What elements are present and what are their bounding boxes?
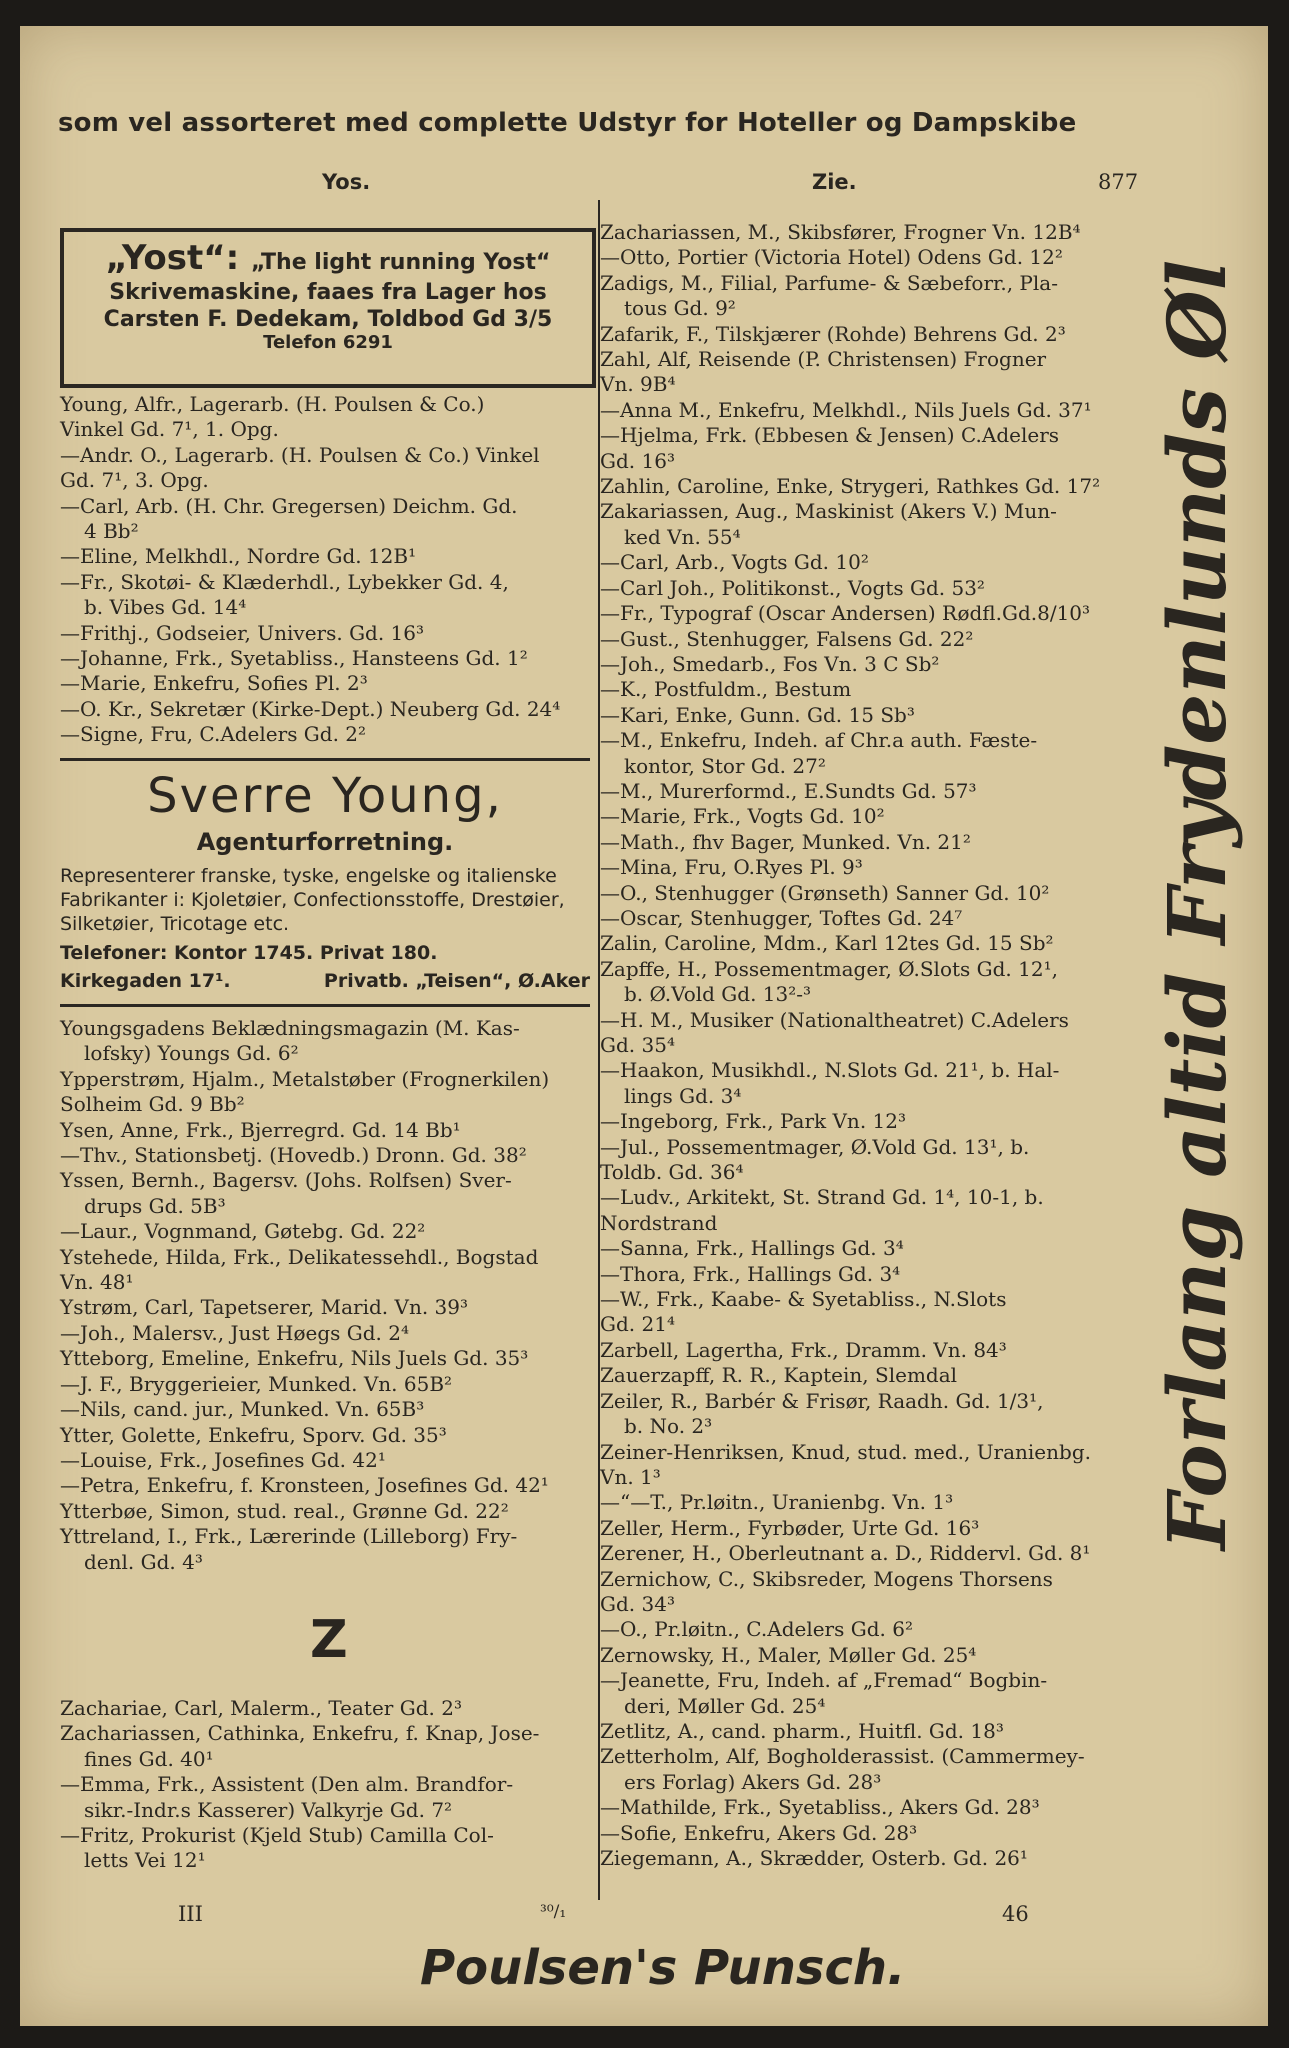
- directory-entry-line: —W., Frk., Kaabe- & Syetabliss., N.Slots: [600, 1287, 1007, 1312]
- directory-entry-line: Zeiner-Henriksen, Knud, stud. med., Uranienbg.: [600, 1439, 1091, 1464]
- directory-entry-line: Zerener, H., Oberleutnant a. D., Riddervl. Gd. 8¹: [600, 1541, 1091, 1566]
- page-number: 877: [1098, 170, 1139, 194]
- directory-entry-line: Ystrøm, Carl, Tapetserer, Marid. Vn. 39³: [60, 1295, 469, 1320]
- directory-entry-line: Zahl, Alf, Reisende (P. Christensen) Frogner: [600, 347, 1047, 372]
- directory-entry-line: Ytter, Golette, Enkefru, Sporv. Gd. 35³: [60, 1422, 447, 1447]
- sverre-ad-address: Kirkegaden 17¹.: [60, 970, 231, 992]
- directory-entry-line: Ystehede, Hilda, Frk., Delikatessehdl., Bogstad: [60, 1244, 539, 1269]
- directory-entry-line: kontor, Stor Gd. 27²: [624, 753, 826, 778]
- directory-entry-line: —Thora, Frk., Hallings Gd. 3⁴: [600, 1261, 901, 1286]
- directory-entry-line: Gd. 34³: [600, 1591, 675, 1616]
- footer-right: 46: [1002, 1902, 1029, 1926]
- directory-entry-line: Young, Alfr., Lagerarb. (H. Poulsen & Co.): [60, 392, 485, 416]
- directory-entry-line: —Hjelma, Frk. (Ebbesen & Jensen) C.Adelers: [600, 423, 1060, 448]
- footer-center: ³⁰/₁: [540, 1902, 567, 1922]
- directory-entry-line: Ypperstrøm, Hjalm., Metalstøber (Frognerkilen): [60, 1066, 550, 1091]
- directory-entry-line: Vinkel Gd. 7¹, 1. Opg.: [60, 417, 279, 442]
- bottom-ad-poulsens-punsch: Poulsen's Punsch.: [420, 1940, 906, 1996]
- directory-entry-line: —Sanna, Frk., Hallings Gd. 3⁴: [600, 1236, 904, 1261]
- sverre-young-ad: [60, 768, 590, 992]
- directory-entry-line: tous Gd. 9²: [624, 296, 736, 321]
- directory-entry-line: —Carl Joh., Politikonst., Vogts Gd. 53²: [600, 575, 985, 600]
- rule-below-sverre-ad: [60, 1004, 590, 1007]
- directory-entry-line: ked Vn. 55⁴: [624, 524, 741, 549]
- directory-entry-line: ers Forlag) Akers Gd. 28³: [624, 1769, 882, 1794]
- directory-entry-line: Zadigs, M., Filial, Parfume- & Sæbeforr., Pla-: [600, 270, 1058, 295]
- directory-entry-line: —K., Postfuldm., Bestum: [600, 677, 852, 702]
- directory-entry-line: Solheim Gd. 9 Bb²: [60, 1092, 245, 1117]
- directory-entry-line: Zafarik, F., Tilskjærer (Rohde) Behrens Gd. 2³: [600, 321, 1066, 346]
- yost-ad-phone: Telefon 6291: [263, 332, 393, 353]
- directory-entry-line: —Eline, Melkhdl., Nordre Gd. 12B¹: [60, 544, 417, 569]
- directory-entry-line: Vn. 48¹: [60, 1270, 134, 1295]
- sverre-ad-title: Sverre Young,: [147, 768, 503, 824]
- directory-entry-line: —Ludv., Arkitekt, St. Strand Gd. 1⁴, 10-1, b.: [600, 1185, 1044, 1210]
- directory-entry-line: —Emma, Frk., Assistent (Den alm. Brandfor-: [60, 1772, 514, 1797]
- directory-entry-line: —Nils, cand. jur., Munked. Vn. 65B³: [60, 1397, 425, 1422]
- header-center-keyword: Zie.: [812, 170, 857, 194]
- directory-entry-line: Zarbell, Lagertha, Frk., Dramm. Vn. 84³: [600, 1337, 1007, 1362]
- directory-entry-line: —Petra, Enkefru, f. Kronsteen, Josefines Gd. 42¹: [60, 1473, 549, 1498]
- directory-entry-line: Zernichow, C., Skibsreder, Mogens Thorsens: [600, 1566, 1053, 1591]
- directory-entry-line: Zeller, Herm., Fyrbøder, Urte Gd. 16³: [600, 1515, 980, 1540]
- yost-brand: „Yost“:: [105, 238, 240, 278]
- sverre-ad-private: Privatb. „Teisen“, Ø.Aker: [323, 970, 590, 992]
- directory-entry-line: Yttreland, I., Frk., Lærerinde (Lilleborg) Fry-: [60, 1524, 518, 1549]
- yost-ad-box: [60, 228, 596, 388]
- directory-entry-line: Zapffe, H., Possementmager, Ø.Slots Gd. 12¹,: [600, 956, 1058, 981]
- directory-entry-line: —H. M., Musiker (Nationaltheatret) C.Adelers: [600, 1007, 1069, 1032]
- directory-entry-line: Zalin, Caroline, Mdm., Karl 12tes Gd. 15 Sb²: [600, 931, 1054, 956]
- section-letter: Z: [310, 1610, 348, 1670]
- directory-entry-line: —M., Murerformd., E.Sundts Gd. 57³: [600, 778, 977, 803]
- directory-entry-line: Toldb. Gd. 36⁴: [600, 1160, 744, 1185]
- header-left-keyword: Yos.: [322, 170, 371, 194]
- directory-entry-line: —Fr., Typograf (Oscar Andersen) Rødfl.Gd.8/10³: [600, 601, 1091, 626]
- sverre-ad-address-row: [60, 970, 590, 992]
- directory-entry-line: b. Ø.Vold Gd. 13²-³: [624, 982, 812, 1007]
- directory-entry-line: Zernowsky, H., Maler, Møller Gd. 25⁴: [600, 1642, 977, 1667]
- directory-entry-line: —Johanne, Frk., Syetabliss., Hansteens Gd. 1²: [60, 646, 528, 671]
- directory-entry-line: —M., Enkefru, Indeh. af Chr.a auth. Fæste-: [600, 728, 1038, 753]
- directory-entry-line: Zakariassen, Aug., Maskinist (Akers V.) Mun-: [600, 499, 1057, 524]
- left-entries-block-3: [60, 1696, 598, 1874]
- directory-entry-line: —O. Kr., Sekretær (Kirke-Dept.) Neuberg Gd. 24⁴: [60, 696, 561, 721]
- sverre-ad-phones: Telefoner: Kontor 1745. Privat 180.: [60, 942, 438, 964]
- directory-entry-line: Zauerzapff, R. R., Kaptein, Slemdal: [600, 1363, 958, 1388]
- directory-entry-line: —Signe, Fru, C.Adelers Gd. 2²: [60, 722, 367, 747]
- directory-entry-line: —Frithj., Godseier, Univers. Gd. 16³: [60, 620, 425, 645]
- directory-entry-line: b. No. 2³: [624, 1414, 713, 1439]
- directory-entry-line: Zahlin, Caroline, Enke, Strygeri, Rathkes Gd. 17²: [600, 474, 1101, 499]
- directory-entry-line: —Kari, Enke, Gunn. Gd. 15 Sb³: [600, 702, 915, 727]
- top-banner-ad: som vel assorteret med complette Udstyr for Hoteller og Dampskibe: [58, 108, 1077, 138]
- directory-entry-line: Ytteborg, Emeline, Enkefru, Nils Juels Gd. 35³: [60, 1346, 529, 1371]
- directory-entry-line: Zachariassen, M., Skibsfører, Frogner Vn. 12B⁴: [600, 220, 1081, 244]
- directory-entry-line: letts Vei 12¹: [84, 1848, 206, 1873]
- left-entries-block-2: [60, 1016, 598, 1575]
- directory-entry-line: —Oscar, Stenhugger, Toftes Gd. 24⁷: [600, 905, 963, 930]
- directory-entry-line: —Thv., Stationsbetj. (Hovedb.) Dronn. Gd. 38²: [60, 1143, 527, 1168]
- directory-entry-line: —Andr. O., Lagerarb. (H. Poulsen & Co.) Vinkel: [60, 442, 540, 467]
- directory-entry-line: —Anna M., Enkefru, Melkhdl., Nils Juels Gd. 37¹: [600, 397, 1092, 422]
- directory-entry-line: Nordstrand: [600, 1210, 718, 1235]
- directory-entry-line: —Jul., Possementmager, Ø.Vold Gd. 13¹, b.: [600, 1134, 1030, 1159]
- directory-entry-line: Youngsgadens Beklædningsmagazin (M. Kas-: [60, 1016, 520, 1040]
- left-entries-block-1: [60, 392, 598, 748]
- directory-entry-line: —Haakon, Musikhdl., N.Slots Gd. 21¹, b. Hal-: [600, 1058, 1060, 1083]
- right-entries-column: [600, 220, 1145, 1871]
- directory-entry-line: Gd. 16³: [600, 448, 675, 473]
- directory-entry-line: —Carl, Arb., Vogts Gd. 10²: [600, 550, 869, 575]
- directory-entry-line: 4 Bb²: [84, 519, 139, 544]
- directory-entry-line: —Jeanette, Fru, Indeh. af „Fremad“ Bogbin-: [600, 1668, 1048, 1693]
- directory-entry-line: Zachariae, Carl, Malerm., Teater Gd. 2³: [60, 1696, 462, 1720]
- directory-entry-line: Zeiler, R., Barbér & Frisør, Raadh. Gd. 1/3¹,: [600, 1388, 1044, 1413]
- directory-entry-line: —Joh., Smedarb., Fos Vn. 3 C Sb²: [600, 651, 940, 676]
- directory-entry-line: —“—T., Pr.løitn., Uranienbg. Vn. 1³: [600, 1490, 954, 1515]
- directory-entry-line: —Marie, Frk., Vogts Gd. 10²: [600, 804, 885, 829]
- directory-entry-line: Ziegemann, A., Skrædder, Osterb. Gd. 26¹: [600, 1846, 1028, 1870]
- directory-entry-line: —Marie, Enkefru, Sofies Pl. 2³: [60, 671, 368, 696]
- footer-left: III: [178, 1902, 203, 1926]
- directory-entry-line: Vn. 1³: [600, 1464, 661, 1489]
- directory-entry-line: Gd. 7¹, 3. Opg.: [60, 468, 209, 493]
- directory-entry-line: —Carl, Arb. (H. Chr. Gregersen) Deichm. Gd.: [60, 493, 518, 518]
- directory-entry-line: fines Gd. 40¹: [84, 1746, 214, 1771]
- directory-entry-line: Zetlitz, A., cand. pharm., Huitfl. Gd. 18³: [600, 1718, 1004, 1743]
- directory-entry-line: —Mina, Fru, O.Ryes Pl. 9³: [600, 855, 863, 880]
- directory-entry-line: —O., Stenhugger (Grønseth) Sanner Gd. 10²: [600, 880, 1050, 905]
- directory-entry-line: Gd. 35⁴: [600, 1033, 675, 1057]
- yost-ad-line1: [64, 238, 592, 278]
- directory-entry-line: sikr.-Indr.s Kasserer) Valkyrje Gd. 7²: [84, 1797, 453, 1822]
- directory-entry-line: —Joh., Malersv., Just Høegs Gd. 2⁴: [60, 1320, 410, 1345]
- directory-entry-line: —Math., fhv Bager, Munked. Vn. 21²: [600, 829, 971, 854]
- directory-entry-line: —O., Pr.løitn., C.Adelers Gd. 6²: [600, 1617, 913, 1642]
- sverre-ad-subtitle: Agenturforretning.: [196, 828, 454, 856]
- directory-entry-line: —Laur., Vognmand, Gøtebg. Gd. 22²: [60, 1219, 426, 1244]
- directory-entry-line: Vn. 9B⁴: [600, 372, 676, 397]
- directory-entry-line: lings Gd. 3⁴: [624, 1083, 742, 1108]
- directory-entry-line: —Ingeborg, Frk., Park Vn. 12³: [600, 1109, 906, 1134]
- directory-entry-line: denl. Gd. 4³: [84, 1549, 203, 1574]
- sverre-ad-body: Representerer franske, tyske, engelske og italienske Fabrikanter i: Kjoletøier, Confectionsstoffe, Drestøier, Silketøier, Tricotage etc.: [60, 865, 565, 935]
- directory-entry-line: Ytterbøe, Simon, stud. real., Grønne Gd. 22²: [60, 1498, 509, 1523]
- directory-entry-line: —Gust., Stenhugger, Falsens Gd. 22²: [600, 626, 974, 651]
- directory-entry-line: drups Gd. 5B³: [84, 1193, 226, 1218]
- yost-tagline: „The light running Yost“: [251, 250, 551, 275]
- directory-entry-line: lofsky) Youngs Gd. 6²: [84, 1041, 299, 1066]
- directory-entry-line: Yssen, Bernh., Bagersv. (Johs. Rolfsen) Sver-: [60, 1168, 512, 1193]
- side-ad-frydenlund: Forlang altid Frydenlunds Øl: [1150, 259, 1244, 1550]
- directory-entry-line: Gd. 21⁴: [600, 1312, 675, 1337]
- directory-entry-line: deri, Møller Gd. 25⁴: [624, 1693, 826, 1718]
- directory-entry-line: —Fr., Skotøi- & Klæderhdl., Lybekker Gd. 4,: [60, 569, 509, 594]
- directory-entry-line: —J. F., Bryggerieier, Munked. Vn. 65B²: [60, 1371, 453, 1396]
- directory-entry-line: —Mathilde, Frk., Syetabliss., Akers Gd. 28³: [600, 1795, 1040, 1820]
- directory-entry-line: Zetterholm, Alf, Bogholderassist. (Cammermey-: [600, 1744, 1085, 1769]
- rule-above-sverre-ad: [60, 758, 590, 761]
- yost-ad-line2: Skrivemaskine, faaes fra Lager hos: [109, 280, 547, 305]
- sverre-ad-phones-row: [60, 942, 590, 964]
- directory-entry-line: —Otto, Portier (Victoria Hotel) Odens Gd. 12²: [600, 245, 1063, 270]
- directory-entry-line: Ysen, Anne, Frk., Bjerregrd. Gd. 14 Bb¹: [60, 1117, 461, 1142]
- directory-entry-line: —Louise, Frk., Josefines Gd. 42¹: [60, 1447, 386, 1472]
- yost-ad-line3: Carsten F. Dedekam, Toldbod Gd 3/5: [103, 307, 553, 332]
- directory-entry-line: —Fritz, Prokurist (Kjeld Stub) Camilla Col-: [60, 1823, 494, 1848]
- directory-entry-line: b. Vibes Gd. 14⁴: [84, 595, 247, 620]
- directory-entry-line: Zachariassen, Cathinka, Enkefru, f. Knap, Jose-: [60, 1721, 540, 1746]
- directory-entry-line: —Sofie, Enkefru, Akers Gd. 28³: [600, 1820, 918, 1845]
